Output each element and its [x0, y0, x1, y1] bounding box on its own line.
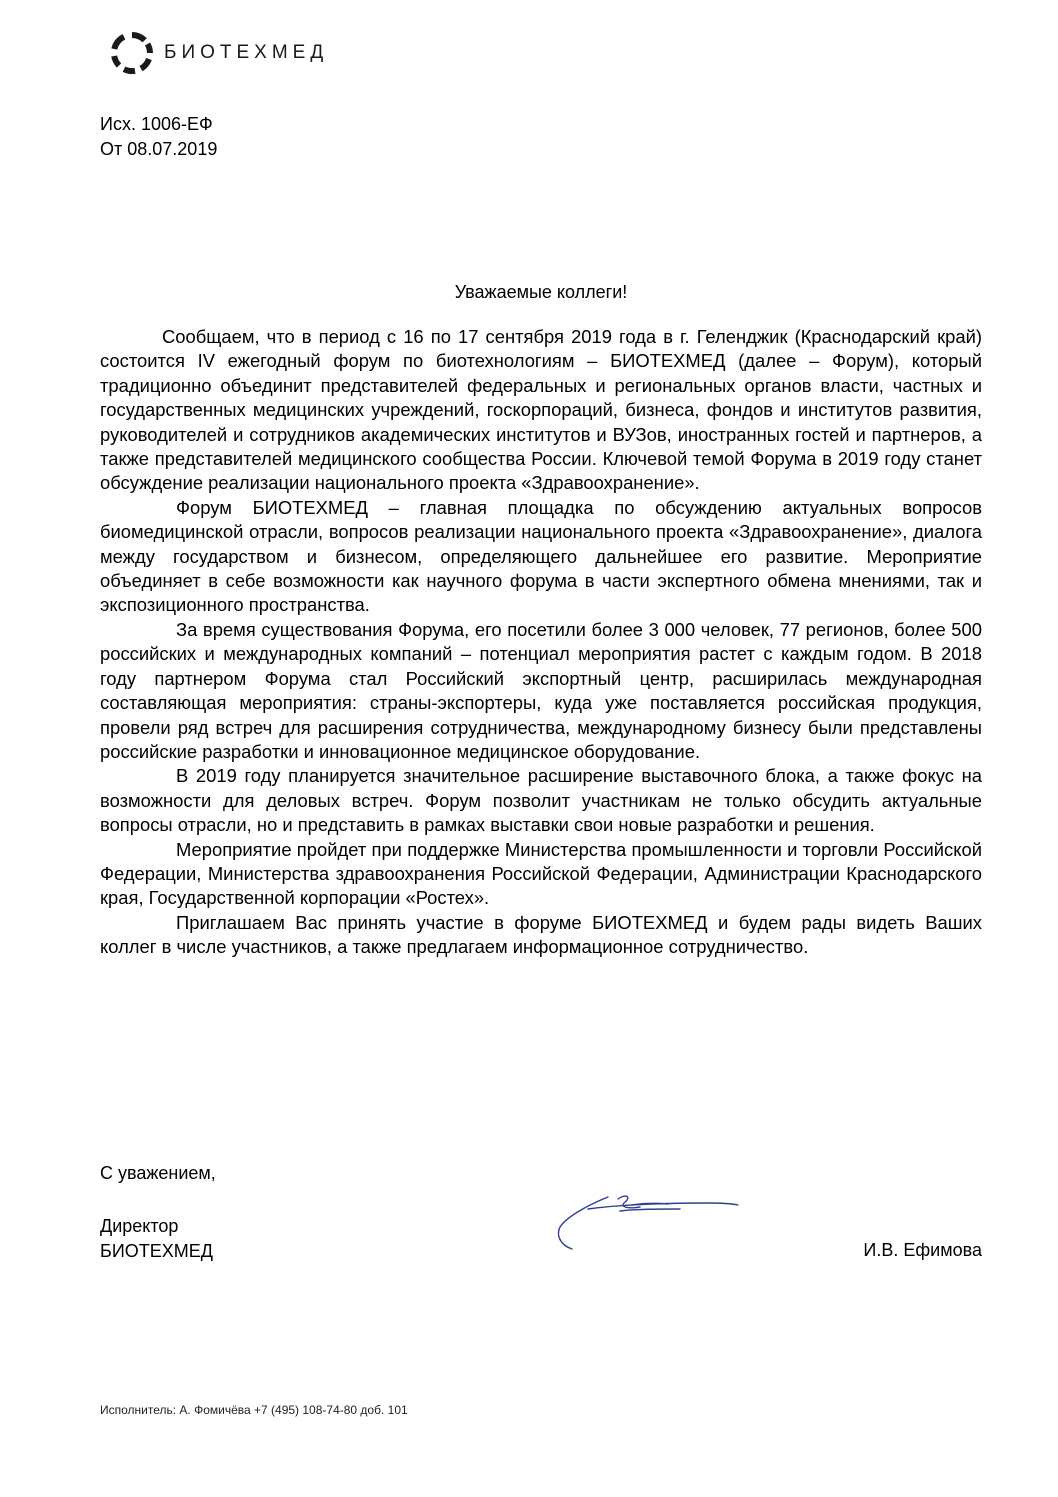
signer-name: И.В. Ефимова	[863, 1240, 982, 1260]
handwritten-signature	[548, 1185, 748, 1255]
company-logo	[110, 30, 328, 76]
paragraph-2019-plans: В 2019 году планируется значительное расширение выставочного блока, а также фокус на возможности для деловых встреч. Форум позволит участникам не только обсудить актуальные вопросы отрасли, но и представить в рамках выставки свои новые разработки и решения.	[100, 765, 982, 836]
signer-position	[100, 1214, 213, 1264]
paragraph-support: Мероприятие пройдет при поддержке Министерства промышленности и торговли Российской Федерации, Министерства здравоохранения Российской Федерации, Администрации Краснодарского края, Государственной корпорации «Ростех».	[100, 838, 982, 909]
outgoing-reference	[100, 112, 217, 162]
letter-greeting: Уважаемые коллеги!	[454, 282, 628, 302]
paragraph-invitation: Приглашаем Вас принять участие в форуме БИОТЕХМЕД и будем рады видеть Ваших коллег в числе участников, а также предлагаем информационное сотрудничество.	[100, 911, 982, 958]
reference-number: Исх. 1006-ЕФ	[100, 114, 213, 134]
logo-wordmark: БИОТЕХМЕД	[164, 42, 329, 63]
position-organization: БИОТЕХМЕД	[100, 1241, 213, 1261]
letter-closing: С уважением,	[100, 1163, 216, 1183]
executor-contact: Исполнитель: А. Фомичёва +7 (495) 108-74-80 доб. 101	[100, 1403, 408, 1417]
paragraph-forum-description: Форум БИОТЕХМЕД – главная площадка по обсуждению актуальных вопросов биомедицинской отрасли, вопросов реализации национального проекта «Здравоохранение», диалога между государством и бизнесом, определяющего дальнейшее его развитие. Мероприятие объединяет в себе возможности как научного форума в части экспертного обмена мнениями, так и экспозиционного пространства.	[100, 496, 982, 616]
position-title: Директор	[100, 1216, 179, 1236]
paragraph-announcement: Сообщаем, что в период с 16 по 17 сентября 2019 года в г. Геленджик (Краснодарский край) состоится IV ежегодный форум по биотехнологиям – БИОТЕХМЕД (далее – Форум), который традиционно объединит представителей федеральных и региональных органов власти, частных и государственных медицинских учреждений, госкорпораций, бизнеса, фондов и институтов развития, руководителей и сотрудников академических институтов и ВУЗов, иностранных гостей и партнеров, а также представителей медицинского сообщества России. Ключевой темой Форума в 2019 году станет обсуждение реализации национального проекта «Здравоохранение».	[100, 326, 982, 494]
letter-body	[100, 325, 982, 960]
biotechmed-logo-icon	[110, 31, 154, 75]
reference-date: От 08.07.2019	[100, 139, 218, 159]
paragraph-forum-history: За время существования Форума, его посетили более 3 000 человек, 77 регионов, более 500 российских и международных компаний – потенциал мероприятия растет с каждым годом. В 2018 году партнером Форума стал Российский экспортный центр, расширилась международная составляющая мероприятия: страны-экспортеры, куда уже поставляется российская продукция, провели ряд встреч для расширения сотрудничества, международному бизнесу были представлены российские разработки и инновационное медицинское оборудование.	[100, 618, 982, 762]
